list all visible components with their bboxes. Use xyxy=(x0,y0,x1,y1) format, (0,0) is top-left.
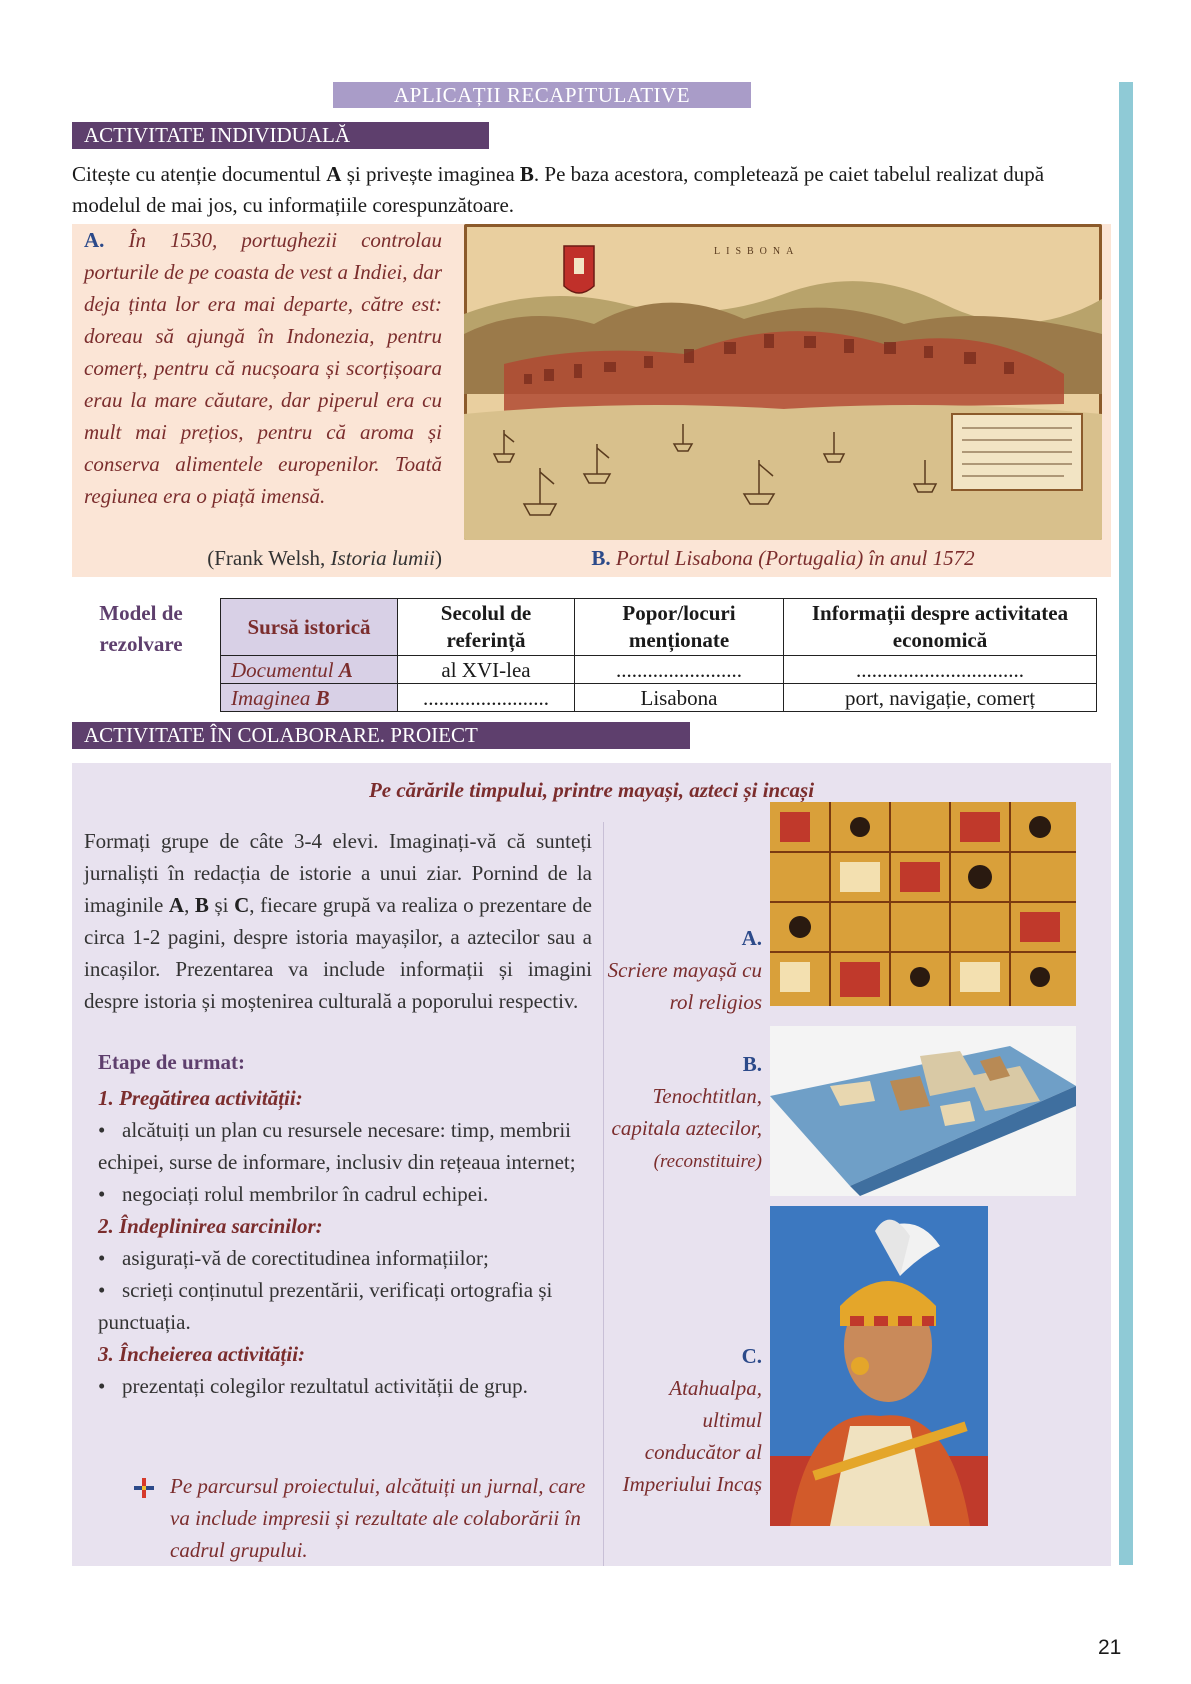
image-b-caption-block xyxy=(606,1048,762,1178)
intro-text-2: și privește imaginea xyxy=(341,162,520,186)
lisbon-port-image xyxy=(464,224,1102,540)
table-cell: al XVI-lea xyxy=(398,656,575,684)
step-text: negociați rolul membrilor în cadrul echipei. xyxy=(122,1182,489,1206)
intro-text-3: . Pe baza acestora, completează pe caiet tabelul realizat după modelul de mai jos, cu informațiile corespunzătoare. xyxy=(72,162,1045,217)
document-a-text xyxy=(84,224,442,512)
project-intro-text-2: , fiecare grupă va realiza o prezentare de circa 1-2 pagini, despre istoria mayașilor, a aztecilor sau a incașilor. Prezentarea va include informații și imagini despre istoria și moștenirea culturală a poporului respectiv. xyxy=(84,893,592,1013)
ref-c: C xyxy=(234,893,250,917)
source-title: Istoria lumii xyxy=(330,546,435,570)
steps-list xyxy=(98,1082,598,1402)
step-text: asigurați-vă de corectitudinea informațiilor; xyxy=(122,1246,489,1270)
tenochtitlan-model-image xyxy=(770,1026,1076,1196)
table-cell: ................................ xyxy=(784,656,1097,684)
ref-b: B xyxy=(194,893,209,917)
side-accent-bar xyxy=(1119,82,1133,1565)
bullet-icon: • xyxy=(98,1246,106,1270)
project-intro xyxy=(84,825,592,1017)
section-banner: APLICAȚII RECAPITULATIVE xyxy=(333,82,751,108)
cell-ref: A xyxy=(338,657,353,682)
table-header: Sursă istorică xyxy=(221,599,398,656)
table-header: Secolul de referință xyxy=(398,599,575,656)
project-intro-text: Formați grupe de câte 3-4 elevi. Imaginați-vă că sunteți jurnaliști în redacția de istorie a unui ziar. Pornind de la imaginile xyxy=(84,829,592,917)
atahualpa-portrait-image xyxy=(770,1206,988,1526)
image-c-caption-text: Atahualpa, ultimul conducător al Imperiului Incaș xyxy=(622,1376,762,1496)
bullet-icon: • xyxy=(98,1374,106,1398)
list-item xyxy=(98,1242,598,1274)
source-prefix: (Frank Welsh, xyxy=(207,546,331,570)
table-cell: ........................ xyxy=(398,684,575,712)
intro-paragraph xyxy=(72,159,1112,221)
bullet-icon: • xyxy=(98,1278,106,1302)
list-item xyxy=(98,1178,598,1210)
table-header-row xyxy=(221,599,1097,656)
document-a-body: În 1530, portughezii controlau porturile de pe coasta de vest a Indiei, dar deja ținta lor era mai departe, către est: doreau să ajungă în Indonezia, pentru comerț, pentru că nucșoara și scorțișoara erau la mare căutare, dar piperul era cu mult mai prețios, pentru că aroma și conserva alimentele europenilor. Toată regiunea era o piață imensă. xyxy=(84,228,442,508)
model-table-label: Model de rezolvare xyxy=(99,601,183,656)
project-title: Pe cărările timpului, printre mayași, azteci și incași xyxy=(368,778,815,802)
step-text: prezentați colegilor rezultatul activității de grup. xyxy=(122,1374,528,1398)
document-a-letter: A. xyxy=(84,228,105,252)
image-a-letter: A. xyxy=(741,926,762,950)
bullet-icon: • xyxy=(98,1182,106,1206)
image-a-caption-text: Scriere mayașă cu rol religios xyxy=(607,958,762,1014)
image-a-caption xyxy=(606,922,762,1018)
source-suffix: ) xyxy=(435,546,442,570)
image-b-letter: B. xyxy=(591,546,611,570)
portugal-coat-of-arms xyxy=(564,246,594,293)
image-b-block-letter: B. xyxy=(742,1052,762,1076)
table-header: Popor/locuri menționate xyxy=(575,599,784,656)
mayan-writing-image xyxy=(770,802,1076,1006)
table-cell xyxy=(221,684,398,712)
cell-ref: B xyxy=(315,685,330,710)
image-b-caption xyxy=(464,546,1102,571)
table-row xyxy=(221,656,1097,684)
step-text: scrieți conținutul prezentării, verificați ortografia și punctuația. xyxy=(98,1278,553,1334)
intro-text-1: Citește cu atenție documentul xyxy=(72,162,327,186)
map-title-label: LISBONA xyxy=(714,246,800,257)
table-cell: Lisabona xyxy=(575,684,784,712)
step-3-title: 3. Încheierea activității: xyxy=(98,1342,306,1366)
table-cell: port, navigație, comerț xyxy=(784,684,1097,712)
image-c-letter: C. xyxy=(741,1344,762,1368)
sep: și xyxy=(208,893,235,917)
list-item xyxy=(98,1370,598,1402)
image-c-caption xyxy=(606,1340,762,1500)
document-a-source xyxy=(84,546,442,571)
list-item xyxy=(98,1114,598,1178)
sep: , xyxy=(184,893,195,917)
image-b-caption-text: Portul Lisabona (Portugalia) în anul 1572 xyxy=(610,546,975,570)
table-header: Informații despre activitatea economică xyxy=(784,599,1097,656)
page-number: 21 xyxy=(1098,1636,1122,1659)
collaboration-activity-heading: ACTIVITATE ÎN COLABORARE. PROIECT xyxy=(72,722,690,749)
table-cell: ........................ xyxy=(575,656,784,684)
image-b-block-note: (reconstituire) xyxy=(653,1151,762,1172)
intro-ref-a: A xyxy=(326,162,342,186)
cell-text: Imaginea xyxy=(231,685,316,710)
model-table xyxy=(220,598,1097,712)
individual-activity-heading: ACTIVITATE INDIVIDUALĂ xyxy=(72,122,489,149)
column-divider xyxy=(603,822,604,1566)
cell-text: Documentul xyxy=(231,657,339,682)
project-note: Pe parcursul proiectului, alcătuiți un jurnal, care va include impresii și rezultate ale colaborării în cadrul grupului. xyxy=(170,1474,586,1562)
bullet-icon: • xyxy=(98,1118,106,1142)
intro-ref-b: B xyxy=(519,162,534,186)
step-1-title: 1. Pregătirea activității: xyxy=(98,1086,303,1110)
step-text: alcătuiți un plan cu resursele necesare: timp, membrii echipei, surse de informare, inclusiv din rețeaua internet; xyxy=(98,1118,576,1174)
table-row xyxy=(221,684,1097,712)
table-cell xyxy=(221,656,398,684)
note-pin-icon xyxy=(134,1478,154,1498)
step-2-title: 2. Îndeplinirea sarcinilor: xyxy=(98,1214,323,1238)
image-b-block-caption: Tenochtitlan, capitala aztecilor, xyxy=(611,1084,762,1140)
steps-heading: Etape de urmat: xyxy=(98,1050,245,1074)
list-item xyxy=(98,1274,598,1338)
ref-a: A xyxy=(168,893,185,917)
